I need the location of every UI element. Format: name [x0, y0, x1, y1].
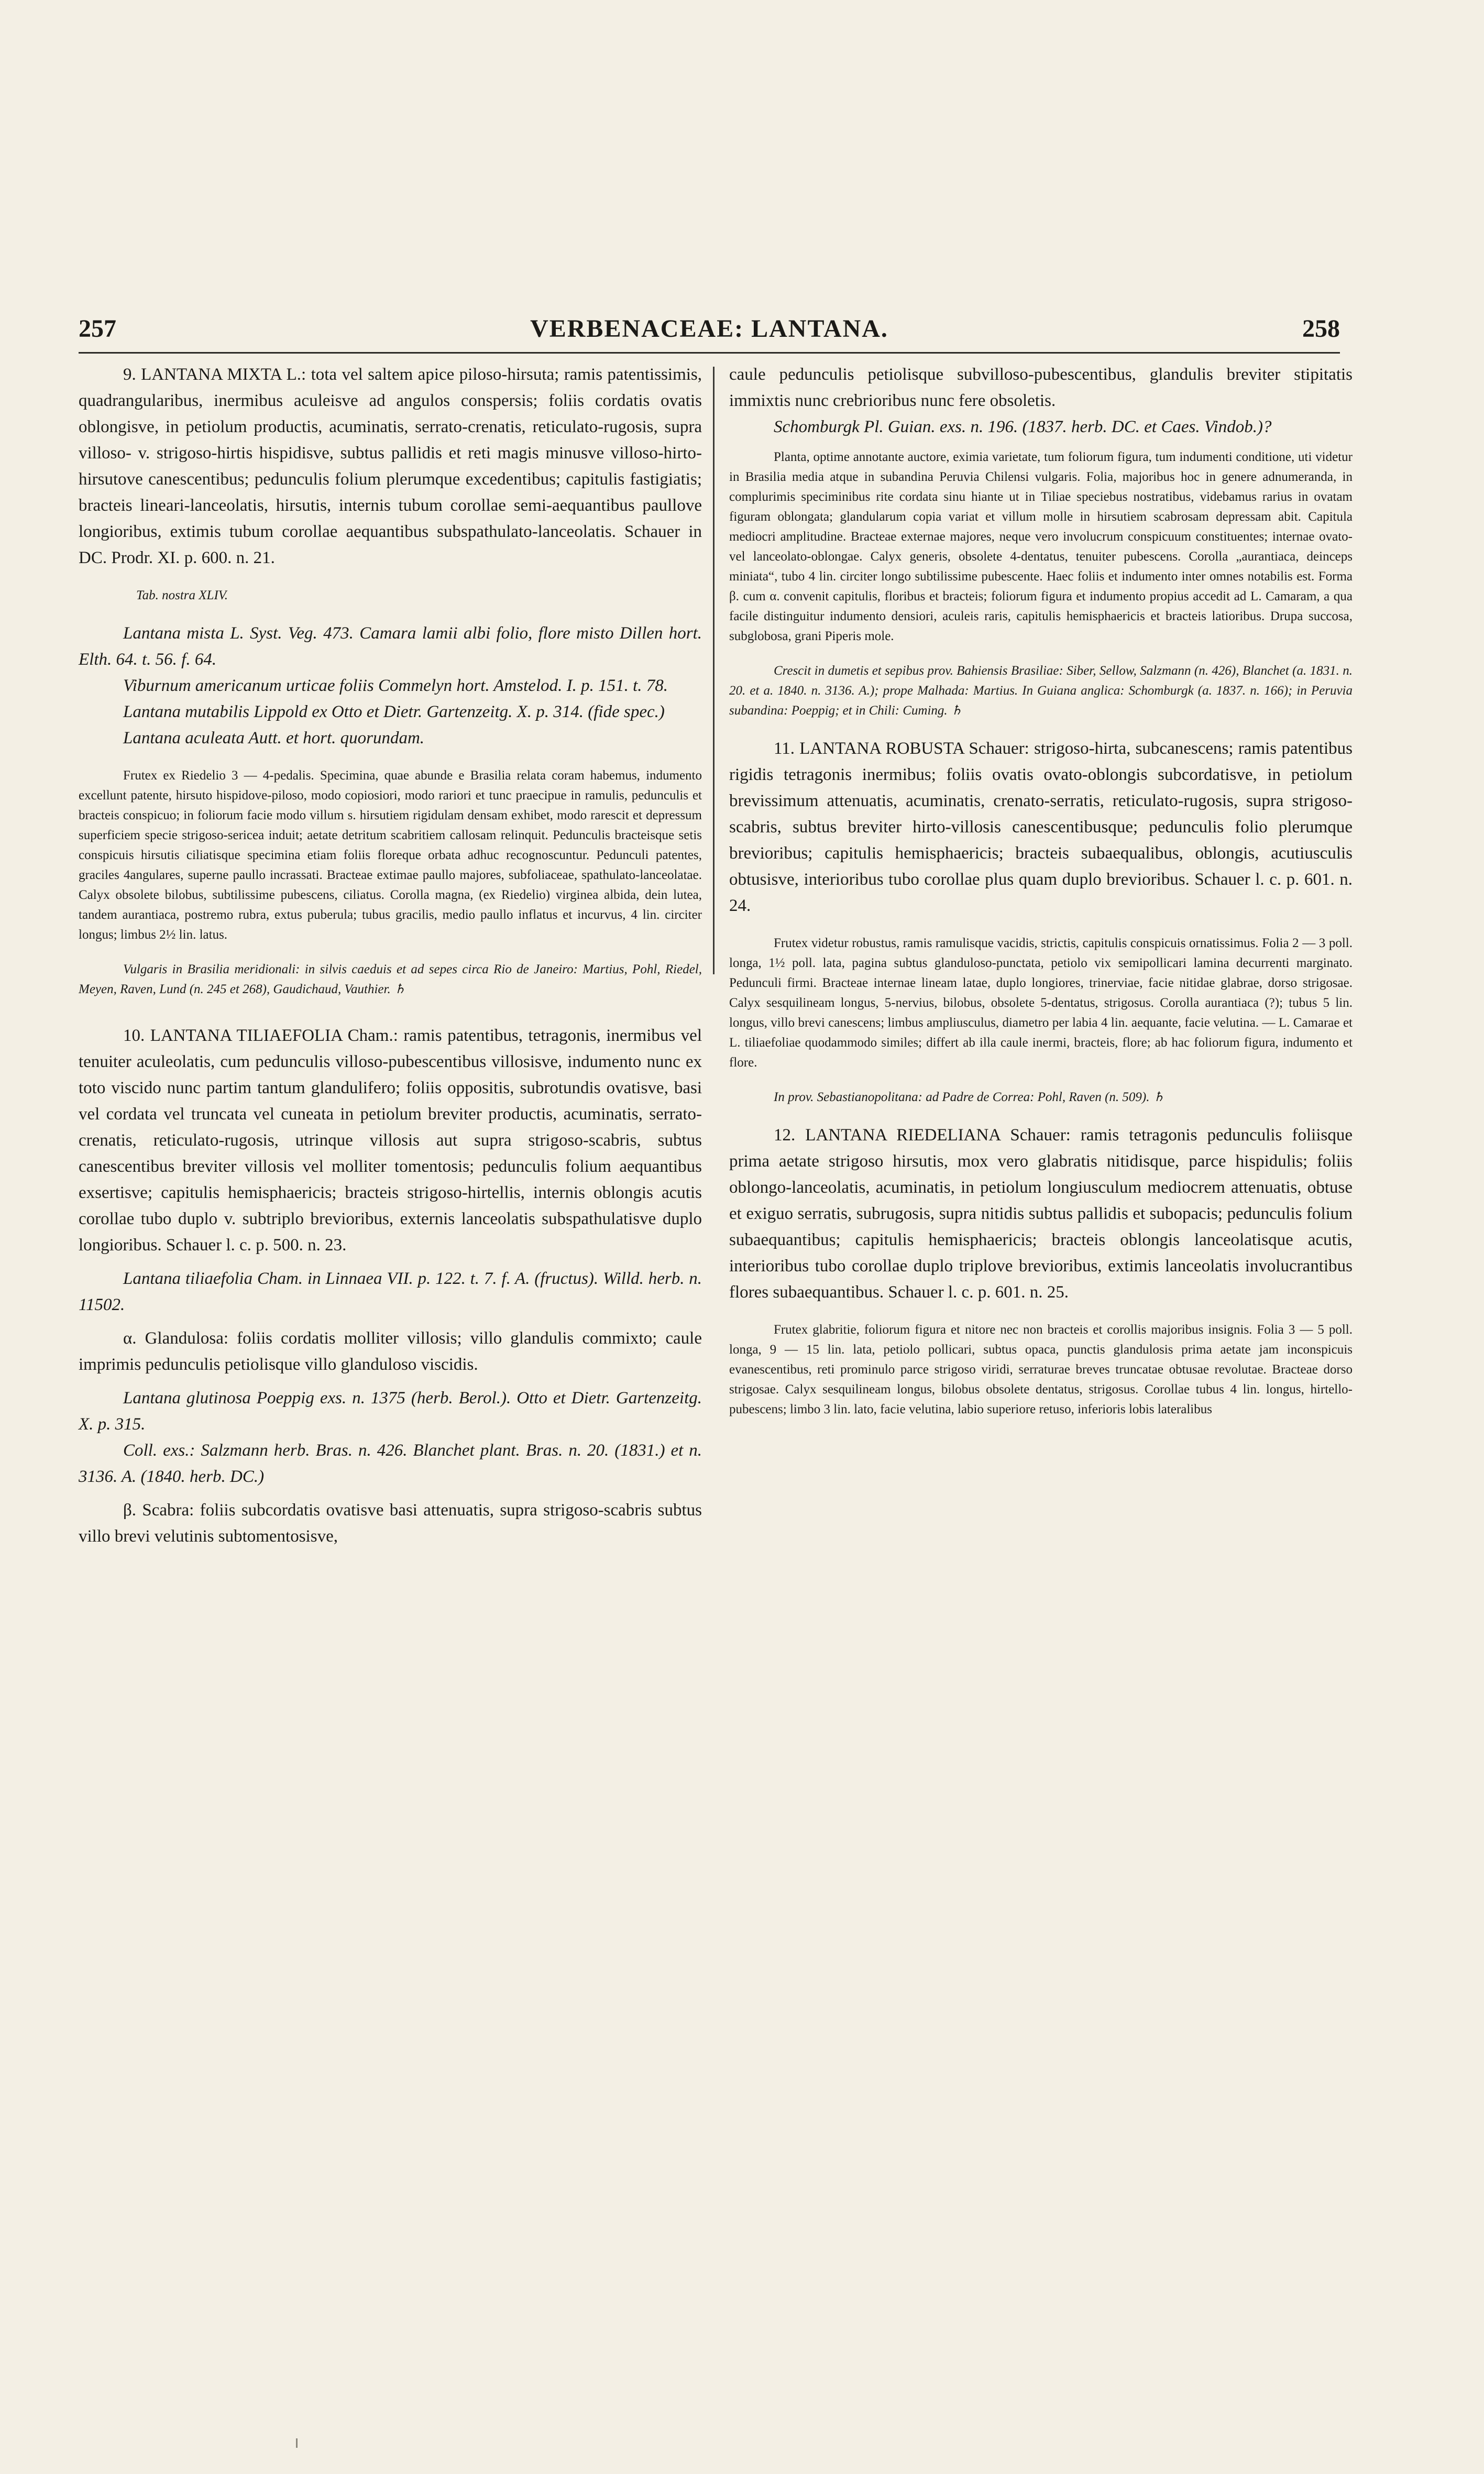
- distribution-mixta: Vulgaris in Brasilia meridionali: in silvis caeduis et ad sepes circa Rio de Janeiro: Martius, Pohl, Riedel, Meyen, Raven, Lund (n. 245 et 268), Gaudichaud, Vauthier. ♄: [79, 962, 702, 996]
- page-number-right: 258: [1302, 315, 1340, 343]
- synonym-glutinosa: Lantana glutinosa Poeppig exs. n. 1375 (herb. Berol.). Otto et Dietr. Gartenzeitg. X. p. 315.: [79, 1389, 702, 1434]
- left-column: [79, 361, 702, 1549]
- column-divider: [713, 367, 714, 974]
- right-column: [729, 361, 1353, 1420]
- variety-glandulosa: α. Glandulosa: foliis cordatis molliter villosis; villo glandulis commixto; caule imprimis pedunculis petiolisque villo glanduloso viscidis.: [79, 1329, 702, 1374]
- notes-riedeliana: Frutex glabritie, foliorum figura et nitore nec non bracteis et corollis majoribus insignis. Folia 3 — 5 poll. longa, 9 — 15 lin. lata, petiolo pollicari, subtus opaca, punctis glandulosis prima aetate jam inconspicuis evanescentibus, reti prominulo parce strigoso viridi, serraturae breves truncatae obtusae revolutae. Bracteae dorso strigosae. Calyx sesquilineam longus, bilobus obsolete dentatus, strigosus. Corollae tubus 4 lin. longus, hirtello-pubescens; limbo 3 lin. lato, facie velutina, labio superiore retuso, inferioris lobis lateralibus: [729, 1323, 1353, 1416]
- variety-scabra: β. Scabra: foliis subcordatis ovatisve basi attenuatis, supra strigoso-scabris subtus villo brevi velutinis subtomentosisve,: [79, 1501, 702, 1546]
- synonym-lantana-mutabilis: Lantana mutabilis Lippold ex Otto et Dietr. Gartenzeitg. X. p. 314. (fide spec.): [123, 702, 665, 721]
- synonym-tiliaefolia: Lantana tiliaefolia Cham. in Linnaea VII. p. 122. t. 7. f. A. (fructus). Willd. herb. n. 11502.: [79, 1269, 702, 1314]
- notes-tiliaefolia: Planta, optime annotante auctore, eximia varietate, tum foliorum figura, tum indumenti conditione, uti videtur in Brasilia media atque in subandina Peruvia Chilensi vulgaris. Folia, majoribus hoc in genere adnumeranda, in complurimis speciminibus rite cordata sinu hiante ut in Tiliae speciebus nostratibus, videbamus rarius in ovatam figuram oblongata; glandularum copia variat et villum molle in hirsutiem scabrosam depressam abit. Capitula mediocri amplitudine. Bracteae externae majores, neque vero involucrum conspicuum constituentes; internae ovato- vel lanceolato-oblongae. Calyx generis, obsolete 4-dentatus, tenuiter pubescens. Corolla „aurantiaca, deinceps miniata“, tubo 4 lin. circiter longo subtilissime pubescente. Haec foliis et indumento inter omnes notabilis est. Forma β. cum α. convenit capitulis, floribus et bracteis; foliorum figura et indumento propius accedit ad L. Camaram, a qua facile distinguitur indumento densiori, aculeis raris, capitulis hemisphaericis et bracteis latioribus. Drupa succosa, subglobosa, grani Piperis mole.: [729, 450, 1353, 643]
- distribution-robusta: In prov. Sebastianopolitana: ad Padre de Correa: Pohl, Raven (n. 509). ♄: [774, 1090, 1165, 1104]
- schomburgk-reference: Schomburgk Pl. Guian. exs. n. 196. (1837. herb. DC. et Caes. Vindob.)?: [774, 417, 1272, 436]
- plate-reference: Tab. nostra XLIV.: [136, 588, 228, 602]
- synonym-lantana-mista: Lantana mista L. Syst. Veg. 473. Camara lamii albi folio, flore misto Dillen hort. Elth. 64. t. 56. f. 64.: [79, 624, 702, 669]
- page-speck: [296, 2438, 298, 2448]
- species-description-mixta: 9. LANTANA MIXTA L.: tota vel saltem apice piloso-hirsuta; ramis patentissimis, quadrangularibus, inermibus aculeisve ad angulos conspersis; foliis cordatis ovatis oblongisve, in petiolum productis, acuminatis, serrato-crenatis, reticulato-rugosis, supra villoso- v. strigoso-hirtis hispidisve, subtus pallidis et reti magis minusve villoso-hirto-hirsutove canescentibus; pedunculis folium plerumque excedentibus; capitulis fastigiatis; bracteis lineari-lanceolatis, hirsutis, internis tubum corollae semi-aequantibus paullove longioribus, extimis tubum corollae aequantibus subspathulato-lanceolatis. Schauer in DC. Prodr. XI. p. 600. n. 21.: [79, 365, 702, 567]
- page-number-left: 257: [79, 315, 116, 343]
- species-description-tiliaefolia: 10. LANTANA TILIAEFOLIA Cham.: ramis patentibus, tetragonis, inermibus vel tenuiter aculeolatis, cum pedunculis villoso-pubescentibus villosisve, indumento nunc ex toto viscido nunc partim tantum glandulifero; foliis oppositis, subrotundis ovatisve, basi vel cordata vel truncata vel cuneata in petiolum breviter productis, acuminatis, serrato-crenatis, reticulato-rugosis, utrinque villosis aut supra strigoso-scabris, subtus canescentibus breviter villosis vel molliter tomentosis; pedunculis folium aequantibus exsertisve; capitulis hemisphaericis; bracteis strigoso-hirtellis, internis oblongis acutis corollae tubo duplo v. subtriplo brevioribus, externis lanceolatis subspathulatisve duplo longioribus. Schauer l. c. p. 500. n. 23.: [79, 1026, 702, 1255]
- species-description-robusta: 11. LANTANA ROBUSTA Schauer: strigoso-hirta, subcanescens; ramis patentibus rigidis tetragonis inermibus; foliis ovatis ovato-oblongis subcordatisve, in petiolum brevissimum attenuatis, acuminatis, crenato-serratis, reticulato-rugosis, supra strigoso-scabris, subtus breviter hirto-villosis canescentibusque; pedunculis folio plerumque brevioribus; capitulis hemisphaericis; bracteis subaequalibus, oblongis, acutiusculis obtusisve, interioribus tubo corollae plus quam duplo brevioribus. Schauer l. c. p. 601. n. 24.: [729, 739, 1353, 915]
- notes-robusta: Frutex videtur robustus, ramis ramulisque vacidis, strictis, capitulis conspicuis ornatissimus. Folia 2 — 3 poll. longa, 1½ poll. lata, pagina subtus glanduloso-punctata, petiolo vix semipollicari lamina decurrenti marginato. Pedunculi firmi. Bracteae internae lineam latae, duplo longiores, trinerviae, facie nitidae glabrae, dorso strigosae. Calyx sesquilineam longus, 5-nervius, bilobus, obsolete 5-dentatus, strigosus. Corolla aurantiaca (?); tubus 5 lin. longus, villo brevi canescens; limbus ampliusculus, diametro per labia 4 lin. aequante, facie velutina. — L. Camarae et L. tiliaefoliae quodammodo similes; differt ab illa caule inermi, bracteis, flore; ab hac foliorum figura, indumento et flore.: [729, 936, 1353, 1070]
- synonym-viburnum: Viburnum americanum urticae foliis Commelyn hort. Amstelod. I. p. 151. t. 78.: [123, 676, 668, 695]
- running-title: VERBENACEAE: LANTANA.: [530, 315, 888, 343]
- header-rule: [79, 352, 1340, 354]
- page-header: [79, 314, 1340, 351]
- synonym-lantana-aculeata: Lantana aculeata Autt. et hort. quorundam.: [123, 729, 425, 747]
- notes-mixta: Frutex ex Riedelio 3 — 4-pedalis. Specimina, quae abunde e Brasilia relata coram habemus, indumento excellunt patente, hirsuto hispidove-piloso, modo copiosiori, modo rariori et tunc praecipue in ramulis, pedunculis et bracteis conspicuo; in foliorum facie modo villum s. hirsutiem rigidulam densam exhibet, modo rarescit et depressum superficiem specie strigoso-sericea induit; aetate detritum scabritiem callosam relinquit. Pedunculis bracteisque setis conspicuis hirsutis ciliatisque specimina etiam foliis floreque orbata adhuc recognoscuntur. Pedunculi patentes, graciles 4angulares, superne paullo incrassati. Bracteae extimae paullo majores, subfoliaceae, spathulato-lanceolatae. Calyx obsolete bilobus, subtilissime pubescens, ciliatus. Corolla magna, (ex Riedelio) virginea albida, dein lutea, tandem aurantiaca, postremo rubra, extus puberula; tubus gracilis, medio paullo inflatus et incurvus, 4 lin. circiter longus; limbus 2½ lin. latus.: [79, 768, 702, 942]
- species-description-riedeliana: 12. LANTANA RIEDELIANA Schauer: ramis tetragonis pedunculis foliisque prima aetate strigoso hirsutis, mox vero glabratis nitidisque, parce hispidulis; foliis oblongo-lanceolatis, acuminatis, in petiolum longiusculum mediocrem attenuatis, obtuse et exiguo serratis, subrugosis, supra nitidis subtus pallidis et subopacis; pedunculis folium subaequantibus; capitulis hemisphaericis; bracteis oblongis lanceolatisque acutis, interioribus tubo corollae duplo triplove brevioribus, extimis lanceolatis involucrantibus flores subaequantibus. Schauer l. c. p. 601. n. 25.: [729, 1126, 1353, 1302]
- distribution-tiliaefolia: Crescit in dumetis et sepibus prov. Bahiensis Brasiliae: Siber, Sellow, Salzmann (n. 426), Blanchet (a. 1831. n. 20. et a. 1840. n. 3136. A.); prope Malhada: Martius. In Guiana anglica: Schomburgk (a. 1837. n. 166); in Peruvia subandina: Poeppig; et in Chili: Cuming. ♄: [729, 664, 1353, 718]
- collections-exsiccatae: Coll. exs.: Salzmann herb. Bras. n. 426. Blanchet plant. Bras. n. 20. (1831.) et n. 3136. A. (1840. herb. DC.): [79, 1441, 702, 1486]
- variety-scabra-continued: caule pedunculis petiolisque subvilloso-pubescentibus, glandulis breviter stipitatis immixtis nunc crebrioribus nunc fere obsoletis.: [729, 365, 1353, 410]
